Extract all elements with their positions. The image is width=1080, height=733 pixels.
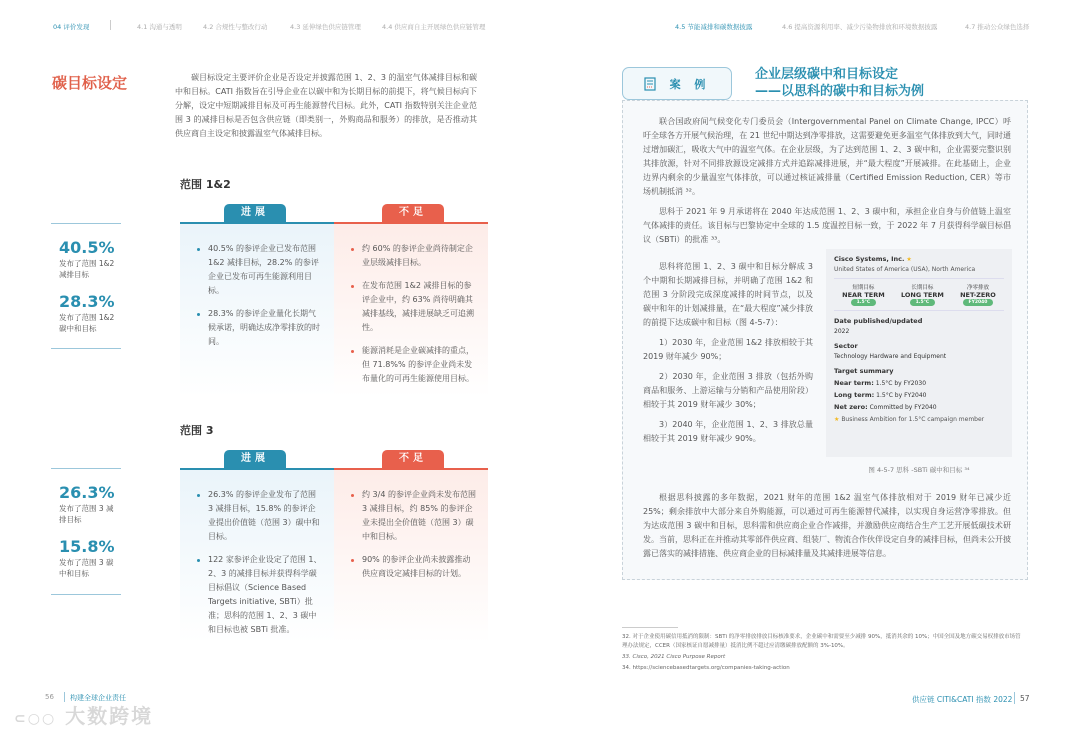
nav-item-4-3[interactable]: 4.3 延伸绿色供应链管理 bbox=[290, 23, 361, 31]
case-title-line2: ——以思科的碳中和目标为例 bbox=[755, 84, 925, 99]
stat-label: 发布了范围 1&2 减排目标 bbox=[59, 259, 115, 279]
scope-12-stats bbox=[51, 223, 121, 349]
scope-3-stats bbox=[51, 468, 121, 595]
case-title bbox=[755, 66, 924, 100]
case-paragraph: 思科于 2021 年 9 月承诺将在 2040 年达成范围 1、2、3 碳中和，承担企业自身与价值链上温室气体减排的责任。该目标与巴黎协定中全球的 1.5 度温控目标一致，于 2022 年 7 月获得科学碳目标倡议（SBTi）的批准 ³³。 bbox=[643, 207, 1011, 244]
ambition-text: Business Ambition for 1.5°C campaign member bbox=[841, 416, 985, 423]
case-label-text: 案 例 bbox=[669, 77, 711, 91]
nav-item-4-6[interactable]: 4.6 提高资源利用率、减少污染物排放和环境数据披露 bbox=[782, 23, 938, 31]
case-paragraphs-bottom bbox=[643, 491, 1011, 567]
watermark-text: 大数跨境 bbox=[65, 704, 154, 728]
stat-label: 发布了范围 3 减排目标 bbox=[59, 504, 114, 524]
nav-item-4-2[interactable]: 4.2 合规性与整改行动 bbox=[203, 23, 268, 31]
sector-label: Sector bbox=[834, 342, 858, 350]
case-paragraph: 联合国政府间气候变化专门委员会（Intergovernmental Panel on Climate Change, IPCC）呼吁全球各方开展气候治理，在 21 世纪中期达到净零排放，这需要避免更多温室气体排放到大气，同时通过增加碳汇，吸收大气中的温室气体。在企业层级，为了达到范围 1、2、3 碳中和，企业需要完整识别其排放源，针对不同排放源设定减排方式并追踪减排进展，并“最大程度”开展减排。在此基础上，企业边界内剩余的少量温室气体排放，可以通过核证减排量（Certified Emission Reduction, CER）等市场机制抵消 ³²。 bbox=[643, 117, 1011, 196]
summary-label: Target summary bbox=[834, 367, 894, 375]
near-value: 1.5°C by FY2030 bbox=[875, 380, 927, 387]
stat-label: 发布了范围 1&2 碳中和目标 bbox=[59, 313, 115, 333]
card-company: Cisco Systems, Inc. bbox=[834, 255, 905, 263]
sbti-card bbox=[826, 249, 1012, 457]
stat-label: 发布了范围 3 碳中和目标 bbox=[59, 558, 114, 578]
page-number-right: 57 bbox=[1020, 694, 1030, 703]
page-number-left: 56 bbox=[45, 693, 54, 701]
star-icon: ★ bbox=[906, 256, 912, 263]
case-paragraphs-mid bbox=[643, 260, 813, 452]
list-item: 能源消耗是企业碳减排的重点，但 71.8%% 的参评企业尚未发布量化的可再生能源使用目标。 bbox=[362, 344, 476, 386]
case-paragraph: 思科将范围 1、2、3 碳中和目标分解成 3 个中期和长期减排目标，并明确了范围 1&2 和范围 3 分阶段完成深度减排的时间节点，以及碳中和年的计划减排量，在“最大程度”减少排放的前提下达成碳中和目标（图 4-5-7）： bbox=[643, 262, 813, 327]
footer-right-text: 供应链 CITI&CATI 指数 2022 bbox=[912, 695, 1013, 704]
scope-12-progress bbox=[180, 222, 334, 397]
stat bbox=[59, 483, 121, 525]
case-paragraph: 1）2030 年，企业范围 1&2 排放相较于其 2019 财年减少 90%； bbox=[643, 338, 813, 361]
card-region: United States of America (USA), North America bbox=[834, 266, 976, 273]
card-targets bbox=[834, 278, 1004, 311]
target-en: NET-ZERO bbox=[960, 291, 996, 299]
progress-tab: 进展 bbox=[224, 204, 286, 222]
scope-12-title: 范围 1&2 bbox=[180, 178, 231, 191]
scope-3-deficit bbox=[334, 468, 488, 643]
list-item: 约 60% 的参评企业尚待制定企业层级减排目标。 bbox=[362, 242, 476, 270]
stat-value: 15.8% bbox=[59, 537, 115, 556]
stat-value: 26.3% bbox=[59, 483, 115, 502]
document-icon bbox=[644, 77, 656, 91]
target-pill: FY2040 bbox=[963, 299, 994, 306]
case-paragraph: 根据思科披露的多年数据，2021 财年的范围 1&2 温室气体排放相对于 2019 财年已减少近 25%；剩余排放中大部分来自外购能源，可以通过可再生能源替代减排，以实现自身运营净零排放。但为达成范围 3 碳中和目标，思科需和供应商企业合作减排，并激励供应商结合生产工艺开展低碳技术研发。当前，思科正在并推动其零部件供应商、组装厂、物流合作伙伴设定自身的减排目标，但尚未公开披露已落实的减排措施、供应商企业的目标减排量及其减排进展等信息。 bbox=[643, 493, 1011, 558]
list-item: 40.5% 的参评企业已发布范围 1&2 减排目标，28.2% 的参评企业已发布可再生能源利用目标。 bbox=[208, 242, 322, 298]
scope-3-progress bbox=[180, 468, 334, 643]
nav-divider bbox=[110, 20, 111, 30]
date-value: 2022 bbox=[834, 328, 850, 335]
stat-value: 40.5% bbox=[59, 238, 115, 257]
target-en: LONG TERM bbox=[900, 291, 944, 299]
list-item: 28.3% 的参评企业量化长期气候承诺，明确达成净零排放的时间。 bbox=[208, 307, 322, 349]
target-pill: 1.5°C bbox=[910, 299, 936, 306]
target-en: NEAR TERM bbox=[842, 291, 885, 299]
near-label: Near term: bbox=[834, 379, 874, 387]
footnote-divider bbox=[622, 627, 678, 628]
nav-item-4-4[interactable]: 4.4 供应商自主开展绿色供应链管理 bbox=[382, 23, 486, 31]
case-paragraph: 3）2040 年，企业范围 1、2、3 排放总量相较于其 2019 财年减少 90%。 bbox=[643, 420, 813, 443]
scope-3-title: 范围 3 bbox=[180, 424, 214, 437]
intro-paragraph bbox=[175, 71, 477, 147]
nav-item-4-7[interactable]: 4.7 推动公众绿色选择 bbox=[965, 23, 1030, 31]
nav-chapter[interactable]: 04 评价发现 bbox=[53, 23, 90, 31]
deficit-tab: 不足 bbox=[382, 450, 444, 468]
list-item: 约 3/4 的参评企业尚未发布范围 3 减排目标，约 85% 的参评企业未提出全价值链（范围 3）碳中和目标。 bbox=[362, 488, 476, 544]
target-cn: 净零排放 bbox=[966, 285, 989, 291]
date-label: Date published/updated bbox=[834, 317, 923, 325]
list-item: 90% 的参评企业尚未披露推动供应商设定减排目标的计划。 bbox=[362, 553, 476, 581]
list-item: 26.3% 的参评企业发布了范围 3 减排目标，15.8% 的参评企业提出价值链（范围 3）碳中和目标。 bbox=[208, 488, 322, 544]
footnotes bbox=[622, 633, 1022, 673]
deficit-tab: 不足 bbox=[382, 204, 444, 222]
footnote: 33. Cisco, 2021 Cisco Purpose Report bbox=[622, 654, 726, 660]
case-label bbox=[622, 67, 732, 100]
stat bbox=[59, 292, 121, 334]
scope-12-deficit bbox=[334, 222, 488, 397]
nav-item-4-5[interactable]: 4.5 节能减排和碳数据披露 bbox=[675, 23, 753, 31]
progress-tab: 进展 bbox=[224, 450, 286, 468]
stat bbox=[59, 537, 121, 579]
star-icon: ★ bbox=[834, 416, 840, 423]
section-title: 碳目标设定 bbox=[52, 74, 128, 92]
net-label: Net zero: bbox=[834, 403, 868, 411]
list-item: 122 家参评企业设定了范围 1、2、3 的减排目标并获得科学碳目标倡议（Science Based Targets initiative, SBTi）批准；思科的范围 1、2、3 碳中和目标也被 SBTi 批准。 bbox=[208, 553, 322, 637]
long-value: 1.5°C by FY2040 bbox=[876, 392, 927, 399]
stat bbox=[59, 238, 121, 280]
target-cn: 短期目标 bbox=[852, 285, 875, 291]
stat-value: 28.3% bbox=[59, 292, 115, 311]
target-pill: 1.5°C bbox=[851, 299, 877, 306]
target-cn: 长期目标 bbox=[911, 285, 934, 291]
footer-divider bbox=[1014, 692, 1015, 704]
footnote: 32. 对于企业使用碳信用抵消的限制：SBTi 的净零排放排放目标核准要求，企业碳中和需要至少减排 90%，抵消其余的 10%；中国全国及地方碳交易权排放市场管理办法规定，CCER（国家核证自愿减排量）抵消比例不超过应清缴碳排放配额的 3%-10%。 bbox=[622, 634, 1021, 649]
nav-item-4-1[interactable]: 4.1 沟通与透明 bbox=[137, 23, 182, 31]
footnote-link[interactable]: 34. https://sciencebasedtargets.org/companies-taking-action bbox=[622, 665, 790, 671]
list-item: 在发布范围 1&2 减排目标的参评企业中，约 63% 尚待明确其减排基线，减排进展缺乏可追溯性。 bbox=[362, 279, 476, 335]
net-value: Committed by FY2040 bbox=[869, 404, 937, 411]
sector-value: Technology Hardware and Equipment bbox=[834, 353, 947, 360]
case-paragraph: 2）2030 年，企业范围 3 排放（包括外购商品和服务、上游运输与分销和产品使用阶段）相较于其 2019 财年减少 30%； bbox=[643, 372, 813, 409]
long-label: Long term: bbox=[834, 391, 875, 399]
case-paragraphs-top bbox=[643, 115, 1011, 253]
case-title-line1: 企业层级碳中和目标设定 bbox=[755, 67, 899, 82]
watermark-logo: ⊂○○ 大数跨境 bbox=[14, 704, 154, 728]
figure-caption: 图 4-5-7 思科 -SBTi 碳中和目标 ³⁴ bbox=[868, 466, 970, 474]
footer-left-text: 构建全球企业责任 bbox=[70, 694, 126, 702]
intro-text: 碳目标设定主要评价企业是否设定并披露范围 1、2、3 的温室气体减排目标和碳中和目标。CATI 指数旨在引导企业在以碳中和为长期目标的前提下，将气候目标向下分解，设定中短期减排目标及可再生能源替代目标。此外，CATI 指数特别关注企业范围 3 的减排目标是否包含供应链（即类别一，外购商品和服务）的排放，是否推动其供应商自主设定和披露温室气体减排目标。 bbox=[175, 73, 477, 138]
